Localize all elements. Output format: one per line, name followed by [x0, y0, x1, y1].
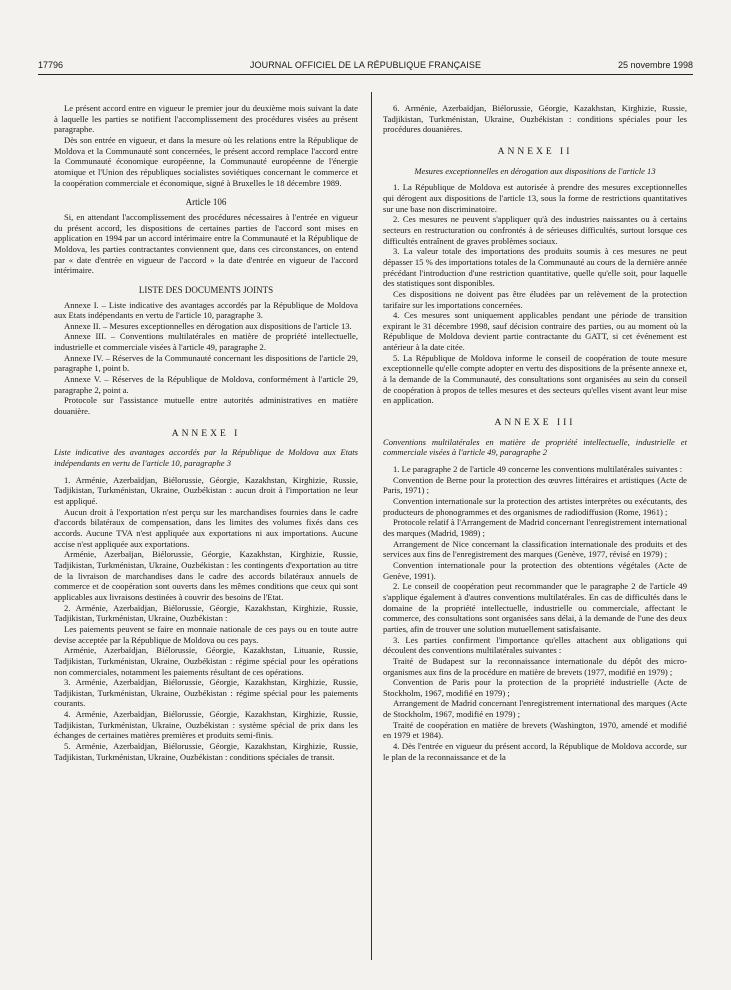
column-divider — [371, 92, 372, 960]
paragraph: 1. La République de Moldova est autorisée à prendre des mesures exceptionnelles qui dérogent aux dispositions de l'article 13, sous la forme de restrictions quantitatives sur une base non discriminatoire. — [383, 182, 687, 214]
paragraph: 1. Arménie, Azerbaïdjan, Biélorussie, Géorgie, Kazakhstan, Kirghizie, Russie, Tadjikistan, Turkménistan, Ukraine, Ouzbékistan : aucun droit à l'importation ne leur est appliqué. — [54, 474, 358, 506]
paragraph: Les paiements peuvent se faire en monnaie nationale de ces pays ou en toute autre devise acceptée par la République de Moldova ou ces pays. — [54, 623, 358, 645]
paragraph: 4. Arménie, Azerbaïdjan, Biélorussie, Géorgie, Kazakhstan, Kirghizie, Russie, Tadjikistan, Turkménistan, Ukraine, Ouzbékistan : système spécial de prix dans les échanges de certaines matières premières et produits semi-finis. — [54, 709, 358, 741]
paragraph: Traité de Budapest sur la reconnaissance internationale du dépôt des micro-organismes aux fins de la procédure en matière de brevets (1977, modifié en 1979) ; — [383, 655, 687, 677]
list-item: Annexe IV. – Réserves de la Communauté concernant les dispositions de l'article 29, paragraphe 1, point b. — [54, 352, 358, 374]
annex-heading: ANNEXE I — [171, 428, 241, 439]
paragraph: 3. Les parties confirment l'importance qu'elles attachent aux obligations qui découlent des conventions multilatérales suivantes : — [383, 634, 687, 656]
list-heading: LISTE DES DOCUMENTS JOINTS — [138, 284, 274, 295]
paragraph: Dès son entrée en vigueur, et dans la mesure où les relations entre la République de Moldova et la Communauté sont concernées, le présent accord remplace l'accord entre la Communauté économique européenne, la Communauté européenne de l'énergie atomique et l'Union des républiques socialistes soviétiques concernant le commerce et la coopération commerciale et économique, signé à Bruxelles le 18 décembre 1989. — [54, 134, 358, 188]
paragraph: Traité de coopération en matière de brevets (Washington, 1970, amendé et modifié en 1979 et 1984). — [383, 719, 687, 741]
paragraph: 3. La valeur totale des importations des produits soumis à ces mesures ne peut dépasser 15 % des importations totales de la Communauté au cours de la dernière année précédant l'introduction d'une restriction quantitative, quelle qu'elle soit, pour laquelle des statistiques sont disponibles. — [383, 246, 687, 289]
paragraph: 5. Arménie, Azerbaïdjan, Biélorussie, Géorgie, Kazakhstan, Kirghizie, Russie, Tadjikistan, Turkménistan, Ukraine, Ouzbékistan : conditions spéciales de transit. — [54, 741, 358, 762]
paragraph: Convention internationale pour la protection des obtentions végétales (Acte de Genève, 1991). — [383, 559, 687, 581]
left-column — [54, 103, 358, 762]
paragraph: Si, en attendant l'accomplissement des procédures nécessaires à l'entrée en vigueur du présent accord, les dispositions de certaines parties de l'accord sont mises en application en 1994 par un accord intérimaire entre la Communauté et la République de Moldova, les parties contractantes conviennent que, dans ces circonstances, on entend par « date d'entrée en vigueur de l'accord » la date d'entrée en vigueur de l'accord intérimaire. — [54, 211, 358, 276]
paragraph: 4. Ces mesures sont uniquement applicables pendant une période de transition expirant le 31 décembre 1998, sauf décision contraire des parties, ou au moment où la République de Moldova devient partie contractante du GATT, si cet événement est antérieur à la date citée. — [383, 310, 687, 353]
journal-title: JOURNAL OFFICIEL DE LA RÉPUBLIQUE FRANÇAISE — [249, 60, 482, 70]
annex-heading: ANNEXE III — [494, 418, 576, 429]
annex-subtitle: Conventions multilatérales en matière de propriété intellectuelle, industrielle et commerciale visées à l'article 49, paragraphe 2 — [383, 436, 687, 458]
paragraph: Arrangement de Nice concernant la classification internationale des produits et des services aux fins de l'enregistrement des marques (Genève, 1977, révisé en 1979) ; — [383, 538, 687, 560]
publication-date: 25 novembre 1998 — [617, 60, 693, 70]
list-item: Protocole sur l'assistance mutuelle entre autorités administratives en matière douanière. — [54, 395, 358, 417]
paragraph: Ces dispositions ne doivent pas être éludées par un relèvement de la protection tarifaire sur les importations concernées. — [383, 288, 687, 310]
paragraph: Arrangement de Madrid concernant l'enregistrement international des marques (Acte de Stockholm, 1967, modifié en 1979) ; — [383, 698, 687, 720]
paragraph: Convention de Paris pour la protection de la propriété industrielle (Acte de Stockholm, 1967, modifié en 1979) ; — [383, 677, 687, 698]
annex-subtitle: Liste indicative des avantages accordés par la République de Moldova aux Etats indépendants en vertu de l'article 10, paragraphe 3 — [54, 447, 358, 469]
list-item: Annexe V. – Réserves de la République de Moldova, conformément à l'article 29, paragraphe 2, point a. — [54, 374, 358, 395]
paragraph: Aucun droit à l'exportation n'est perçu sur les marchandises fournies dans le cadre d'accords bilatéraux de compensation, dans les limites des volumes fixés dans ces accords. Aucune TVA n'est appliquée aux exportations ni aux importations. Aucune accise n'est appliquée aux exportations. — [54, 506, 358, 549]
paragraph: 3. Arménie, Azerbaïdjan, Biélorussie, Géorgie, Kazakhstan, Kirghizie, Russie, Tadjikistan, Turkménistan, Ukraine, Ouzbékistan : régime spécial pour les paiements courants. — [54, 677, 358, 709]
paragraph: 2. Le conseil de coopération peut recommander que le paragraphe 2 de l'article 49 s'applique également à d'autres conventions multilatérales. En cas de difficultés dans le domaine de la propriété intellectuelle, industrielle ou commerciale, affectant le commerce, des consultations sont organisées sans délai, à la demande de l'une des deux parties, afin de trouver une solution mutuellement satisfaisante. — [383, 581, 687, 634]
list-item: Annexe II. – Mesures exceptionnelles en dérogation aux dispositions de l'article 13. — [64, 320, 352, 331]
paragraph: 6. Arménie, Azerbaïdjan, Biélorussie, Géorgie, Kazakhstan, Kirghizie, Russie, Tadjikistan, Turkménistan, Ukraine, Ouzbékistan : conditions spéciales pour les procédures douanières. — [383, 103, 687, 135]
paragraph: 4. Dès l'entrée en vigueur du présent accord, la République de Moldova accorde, sur le plan de la reconnaissance et de la — [383, 741, 687, 762]
article-heading: Article 106 — [185, 197, 227, 208]
paragraph: Le présent accord entre en vigueur le premier jour du deuxième mois suivant la date à laquelle les parties se notifient l'accomplissement des procédures visées au présent paragraphe. — [54, 103, 358, 135]
paragraph: Convention de Berne pour la protection des œuvres littéraires et artistiques (Acte de Paris, 1971) ; — [383, 474, 687, 496]
header-rule — [38, 74, 693, 75]
paragraph: Arménie, Azerbaïdjan, Biélorussie, Géorgie, Kazakhstan, Lituanie, Russie, Tadjikistan, Turkménistan, Ukraine, Ouzbékistan : régime spécial pour les opérations non commerciales, notamment les paiements résultant de ces opérations. — [54, 645, 358, 677]
page-number: 17796 — [38, 60, 64, 70]
annex-heading: ANNEXE II — [497, 146, 573, 157]
paragraph: 5. La République de Moldova informe le conseil de coopération de toute mesure exceptionnelle qu'elle compte adopter en vertu des dispositions de la présente annexe et, à la demande de la Communauté, des consultations sont organisées au sein du conseil de coopération à propos de telles mesures et des secteurs qu'elles visent avant leur mise en application. — [383, 352, 687, 406]
paragraph: 2. Ces mesures ne peuvent s'appliquer qu'à des industries naissantes ou à certains secteurs en restructuration ou confrontés à de sérieuses difficultés, surtout lorsque ces difficultés entraînent de graves problèmes sociaux. — [383, 214, 687, 246]
paragraph: Arménie, Azerbaïjan, Biélorussie, Géorgie, Kazakhstan, Kirghizie, Russie, Tadjikistan, Turkménistan, Ukraine, Ouzbékistan : les contingents d'exportation au titre de la livraison de marchandises dans le cadre des accords bilatéraux annuels de commerce et de coopération sont ouverts dans les mêmes conditions que ceux qui sont applicables aux livraisons destinées à couvrir des besoins de l'Etat. — [54, 549, 358, 602]
list-item: Annexe III. – Conventions multilatérales en matière de propriété intellectuelle, industrielle et commerciale visées à l'article 49, paragraphe 2. — [54, 331, 358, 353]
paragraph: Protocole relatif à l'Arrangement de Madrid concernant l'enregistrement international des marques (Madrid, 1989) ; — [383, 517, 687, 538]
paragraph: Convention internationale sur la protection des artistes interprètes ou exécutants, des producteurs de phonogrammes et des organismes de radiodiffusion (Rome, 1961) ; — [383, 496, 687, 517]
paragraph: 1. Le paragraphe 2 de l'article 49 concerne les conventions multilatérales suivantes : — [393, 464, 683, 475]
right-column — [383, 103, 687, 762]
list-item: Annexe I. – Liste indicative des avantages accordés par la République de Moldova aux Etats indépendants en vertu de l'article 10, paragraphe 3. — [54, 299, 358, 321]
paragraph: 2. Arménie, Azerbaïdjan, Biélorussie, Géorgie, Kazakhstan, Kirghizie, Russie, Tadjikistan, Turkménistan, Ukraine, Ouzbékistan : — [54, 602, 358, 624]
annex-subtitle: Mesures exceptionnelles en dérogation aux dispositions de l'article 13 — [414, 165, 656, 176]
